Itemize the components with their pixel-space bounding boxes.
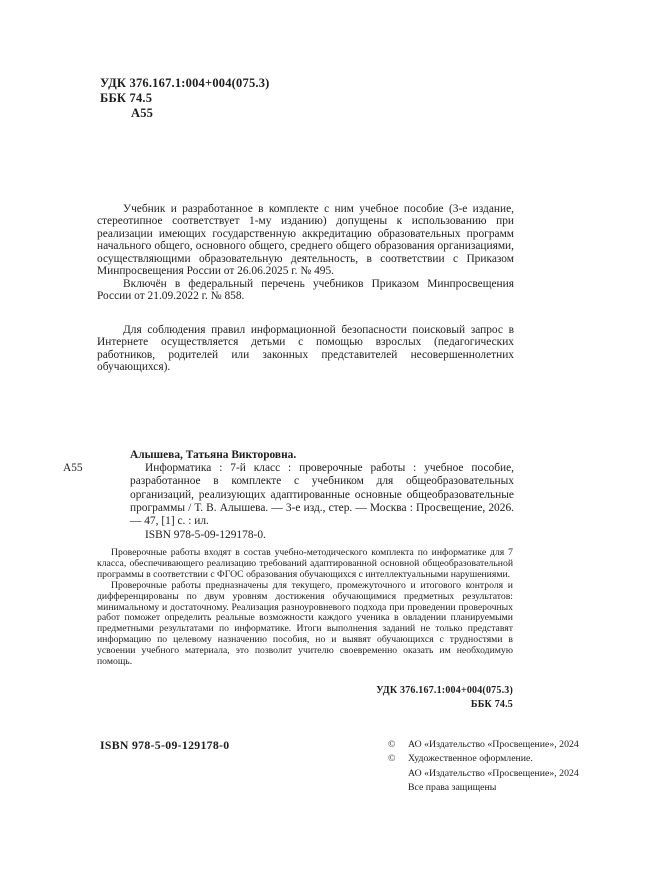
copyright-text: АО «Издательство «Просвещение», 2024 [408, 767, 579, 779]
classification-footer [97, 684, 513, 712]
card-author-code: А55 [63, 462, 83, 475]
annotation-paragraph-2: Проверочные работы предназначены для текущего, промежуточного и итогового контроля и дифференцированы по двум уровням достижения обучающимися предметных результатов: минимальному и достаточному. Реализация разноуровневого подхода при проведении проверочных работ поможет определить реальные возможности каждого ученика в овладении планируемыми предметными результатами по информатике. Итоги выполнения заданий не только представят информацию по целевому назначению пособия, но и выявят обучающихся с трудностями в усвоении учебного материала, это позволит учителю своевременно оказать им необходимую помощь. [97, 579, 513, 668]
udk-line: УДК 376.167.1:004+004(075.3) [100, 76, 270, 90]
annotation-paragraph-1: Проверочные работы входят в состав учебно-методического комплекта по информатике для 7 класса, обеспечивающего реализацию требований адаптированной основной общеобразовательной программы в соответствии с ФГОС образования обучающихся с интеллектуальными нарушениями. [97, 547, 513, 580]
card-description-wrap [63, 462, 514, 528]
copyright-block [388, 738, 579, 796]
copyright-icon: © [388, 753, 396, 765]
copyright-line [388, 752, 579, 766]
bbk-line-bottom: ББК 74.5 [470, 698, 513, 710]
classification-header [100, 76, 270, 121]
copyright-icon: © [388, 739, 396, 750]
notices-block [97, 203, 514, 373]
copyright-mark-spacer [388, 781, 408, 795]
copyright-text: АО «Издательство «Просвещение», 2024 [408, 739, 579, 750]
udk-line-bottom: УДК 376.167.1:004+004(075.3) [376, 685, 513, 696]
copyright-line [388, 738, 579, 752]
card-isbn: ISBN 978-5-09-129178-0. [145, 529, 266, 542]
footer-isbn: ISBN 978-5-09-129178-0 [100, 738, 230, 752]
approval-paragraph: Учебник и разработанное в комплекте с ним учебное пособие (3-е издание, стереотипное соответствует 1-му изданию) допущены к использованию при реализации имеющих государственную аккредитацию образовательных программ начального общего, основного общего, среднего общего образования организациями, осуществляющими образовательную деятельность, в соответствии с Приказом Минпросвещения России от 26.06.2025 г. № 495. [97, 203, 514, 278]
catalog-card [63, 449, 514, 542]
bbk-line: ББК 74.5 [100, 91, 153, 105]
copyright-line [388, 767, 579, 781]
federal-list-paragraph: Включён в федеральный перечень учебников Приказом Минпросвещения России от 21.09.2022 г. № 858. [97, 277, 514, 303]
copyright-mark-spacer [388, 767, 408, 781]
copyright-text: Художественное оформление. [408, 753, 533, 765]
copyright-line [388, 781, 579, 795]
card-description: Информатика : 7-й класс : проверочные работы : учебное пособие, разработанное в комплекте с учебником для общеобразовательных организаций, реализующих адаптированные основные общеобразовательные программы / Т. В. Алышева. — 3-е изд., стер. — Москва : Просвещение, 2026. — 47, [1] с. : ил. [130, 462, 514, 528]
safety-paragraph: Для соблюдения правил информационной безопасности поисковый запрос в Интернете осуществляется детьми с помощью взрослых (педагогических работников, родителей или законных представителей несовершеннолетних обучающихся). [97, 323, 514, 373]
annotation-block [97, 548, 513, 668]
author-code: А55 [131, 106, 154, 120]
copyright-text: Все права защищены [408, 782, 497, 794]
card-author: Алышева, Татьяна Викторовна. [130, 449, 297, 461]
